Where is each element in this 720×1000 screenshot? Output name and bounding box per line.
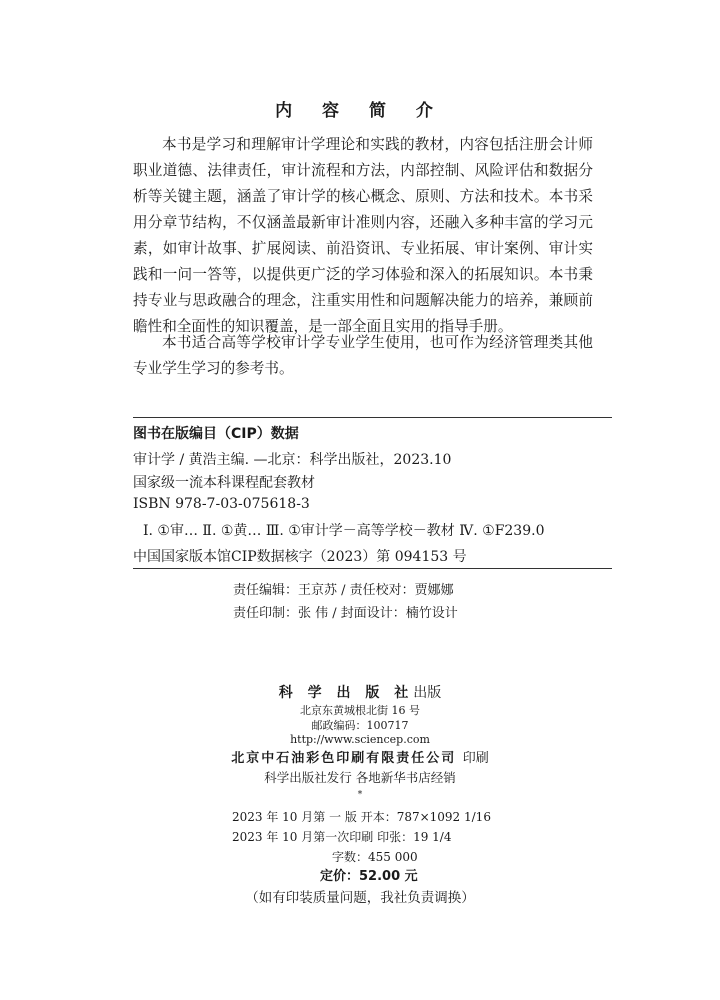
printer-suffix: 印刷 <box>462 751 489 766</box>
cip-line-record-number: 中国国家版本馆CIP数据核字（2023）第 094153 号 <box>133 549 467 565</box>
cip-top-rule <box>133 417 612 418</box>
cip-line-title: 审计学 / 黄浩主编. —北京：科学出版社，2023.10 <box>133 452 452 468</box>
editor-credits: 责任编辑：王京苏 / 责任校对：贾娜娜 <box>233 583 454 598</box>
printer-name: 北京中石油彩色印刷有限责任公司 <box>231 751 457 766</box>
cip-heading: 图书在版编目（CIP）数据 <box>133 426 299 442</box>
intro-paragraph-1: 本书是学习和理解审计学理论和实践的教材，内容包括注册会计师职业道德、法律责任，审计流程和方法，内部控制、风险评估和数据分析等关键主题，涵盖了审计学的核心概念、原则、方法和技术。本书采用分章节结构，不仅涵盖最新审计准则内容，还融入多种丰富的学习元素，如审计故事、扩展阅读、前沿资讯、专业拓展、审计案例、审计实践和一问一答等，以提供更广泛的学习体验和深入的拓展知识。本书秉持专业与思政融合的理念，注重实用性和问题解决能力的培养，兼顾前瞻性和全面性的知识覆盖，是一部全面且实用的指导手册。 <box>133 136 593 335</box>
quality-note: （如有印装质量问题，我社负责调换） <box>245 890 475 906</box>
publisher-suffix: 出版 <box>413 685 442 701</box>
cip-line-classification: Ⅰ. ①审… Ⅱ. ①黄… Ⅲ. ①审计学－高等学校－教材 Ⅳ. ①F239.0 <box>143 523 545 539</box>
publisher-url: http://www.sciencep.com <box>290 733 430 746</box>
printer-line <box>0 747 720 766</box>
word-count: 字数：455 000 <box>332 850 418 864</box>
cip-bottom-rule <box>133 568 612 569</box>
separator-mark: * <box>357 790 363 800</box>
production-credits: 责任印制：张 伟 / 封面设计：楠竹设计 <box>233 606 458 621</box>
intro-paragraph-2: 本书适合高等学校审计学专业学生使用，也可作为经济管理类其他专业学生学习的参考书。 <box>133 334 593 377</box>
cip-line-series: 国家级一流本科课程配套教材 <box>133 475 315 491</box>
publisher-address: 北京东黄城根北街 16 号 <box>300 704 420 717</box>
publisher-postcode: 邮政编码：100717 <box>311 719 409 732</box>
intro-title: 内 容 简 介 <box>275 101 445 121</box>
price: 定价：52.00 元 <box>320 869 418 884</box>
edition-line: 2023 年 10 月第 一 版 开本：787×1092 1/16 <box>232 810 491 824</box>
publisher-name: 科 学 出 版 社 <box>278 685 414 701</box>
printing-line: 2023 年 10 月第一次印刷 印张：19 1/4 <box>232 830 452 844</box>
distribution-line: 科学出版社发行 各地新华书店经销 <box>264 770 456 785</box>
cip-line-isbn: ISBN 978-7-03-075618-3 <box>133 496 310 512</box>
publisher-line <box>0 682 720 702</box>
